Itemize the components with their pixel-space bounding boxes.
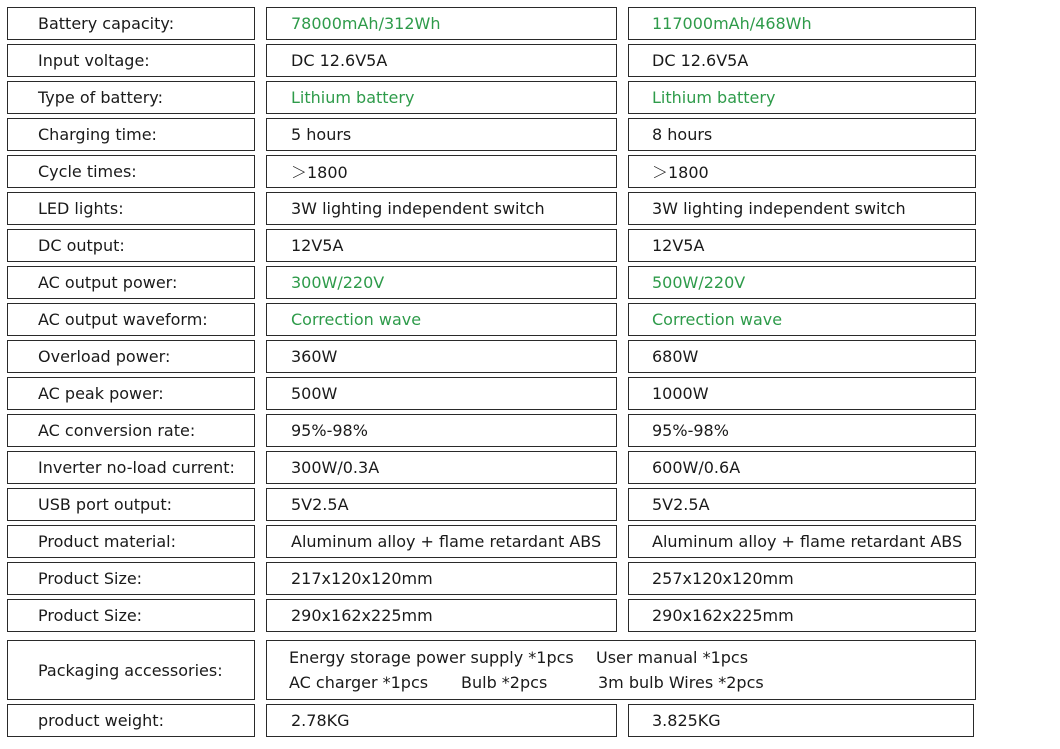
row-value-model-2 [628,266,976,299]
label-text: DC output: [38,236,125,255]
packaging-item: Bulb *2pcs [461,673,548,692]
row-value-model-1 [266,118,617,151]
label-text: Overload power: [38,347,171,366]
label-text: Battery capacity: [38,14,175,33]
value-text: Lithium battery [291,88,415,107]
row-label [7,562,255,595]
row-value-model-1 [266,525,617,558]
row-value-model-1 [266,414,617,447]
row-value-model-2 [628,155,976,188]
packaging-item: Energy storage power supply *1pcs [289,648,574,667]
value-text: 12V5A [652,236,705,255]
value-text: 300W/220V [291,273,385,292]
label-text: Charging time: [38,125,157,144]
row-label [7,192,255,225]
row-label [7,599,255,632]
row-value-model-2 [628,118,976,151]
row-value-model-2 [628,488,976,521]
value-text: 78000mAh/312Wh [291,14,441,33]
value-text: DC 12.6V5A [652,51,749,70]
value-text: 600W/0.6A [652,458,741,477]
row-value-model-2 [628,414,976,447]
value-text: 290x162x225mm [652,606,794,625]
packaging-item: User manual *1pcs [596,648,749,667]
label-text: Product Size: [38,606,143,625]
value-text: 117000mAh/468Wh [652,14,812,33]
row-label [7,266,255,299]
row-label [7,7,255,40]
row-value-model-1 [266,44,617,77]
value-weight-model-2 [628,704,974,737]
row-label [7,525,255,558]
row-value-model-1 [266,377,617,410]
label-text: Product material: [38,532,177,551]
value-text: 2.78KG [291,711,350,730]
value-text: 360W [291,347,338,366]
row-label [7,488,255,521]
row-label [7,451,255,484]
value-text: 95%-98% [291,421,368,440]
row-label [7,303,255,336]
row-label [7,44,255,77]
label-text: Inverter no-load current: [38,458,235,477]
row-value-model-2 [628,451,976,484]
value-text: 5 hours [291,125,352,144]
value-text: 3W lighting independent switch [652,199,906,218]
value-text: Aluminum alloy + flame retardant ABS [291,532,602,551]
label-text: LED lights: [38,199,124,218]
value-text: 1000W [652,384,709,403]
row-value-model-1 [266,599,617,632]
row-value-model-2 [628,81,976,114]
row-label [7,229,255,262]
value-text: 257x120x120mm [652,569,794,588]
row-value-model-1 [266,451,617,484]
value-text: 3W lighting independent switch [291,199,545,218]
value-text: 5V2.5A [652,495,710,514]
row-value-model-1 [266,81,617,114]
label-text: AC conversion rate: [38,421,196,440]
row-value-model-2 [628,7,976,40]
value-text: ＞1800 [652,163,709,182]
label-text: Packaging accessories: [38,660,223,680]
value-text: 680W [652,347,699,366]
value-text: 8 hours [652,125,713,144]
value-text: Correction wave [291,310,422,329]
row-value-model-2 [628,562,976,595]
row-label [7,377,255,410]
row-label [7,414,255,447]
row-value-model-1 [266,303,617,336]
packaging-contents [266,640,976,700]
row-label [7,118,255,151]
value-text: Aluminum alloy + flame retardant ABS [652,532,963,551]
label-text: product weight: [38,711,164,730]
row-value-model-2 [628,340,976,373]
value-text: 500W/220V [652,273,746,292]
label-text: Cycle times: [38,162,137,181]
label-text: USB port output: [38,495,172,514]
value-weight-model-1 [266,704,617,737]
label-text: AC peak power: [38,384,164,403]
row-value-model-1 [266,7,617,40]
row-value-model-1 [266,229,617,262]
value-text: Lithium battery [652,88,776,107]
packaging-item: 3m bulb Wires *2pcs [598,673,764,692]
value-text: ＞1800 [291,163,348,182]
row-value-model-1 [266,155,617,188]
row-value-model-2 [628,44,976,77]
value-text: Correction wave [652,310,783,329]
row-label [7,155,255,188]
row-value-model-1 [266,340,617,373]
value-text: 500W [291,384,338,403]
row-label [7,81,255,114]
label-text: AC output waveform: [38,310,208,329]
label-weight [7,704,255,737]
value-text: 5V2.5A [291,495,349,514]
row-value-model-2 [628,377,976,410]
label-text: Input voltage: [38,51,150,70]
row-value-model-2 [628,303,976,336]
row-value-model-1 [266,192,617,225]
label-text: Product Size: [38,569,143,588]
value-text: 95%-98% [652,421,729,440]
value-text: DC 12.6V5A [291,51,388,70]
row-value-model-2 [628,599,976,632]
value-text: 290x162x225mm [291,606,433,625]
value-text: 12V5A [291,236,344,255]
value-text: 217x120x120mm [291,569,433,588]
row-value-model-1 [266,562,617,595]
row-value-model-2 [628,229,976,262]
label-text: AC output power: [38,273,178,292]
row-value-model-2 [628,192,976,225]
value-text: 3.825KG [652,711,721,730]
row-value-model-1 [266,266,617,299]
label-text: Type of battery: [38,88,163,107]
row-label [7,340,255,373]
packaging-item: AC charger *1pcs [289,673,429,692]
label-packaging [7,640,255,700]
row-value-model-2 [628,525,976,558]
row-value-model-1 [266,488,617,521]
value-text: 300W/0.3A [291,458,380,477]
